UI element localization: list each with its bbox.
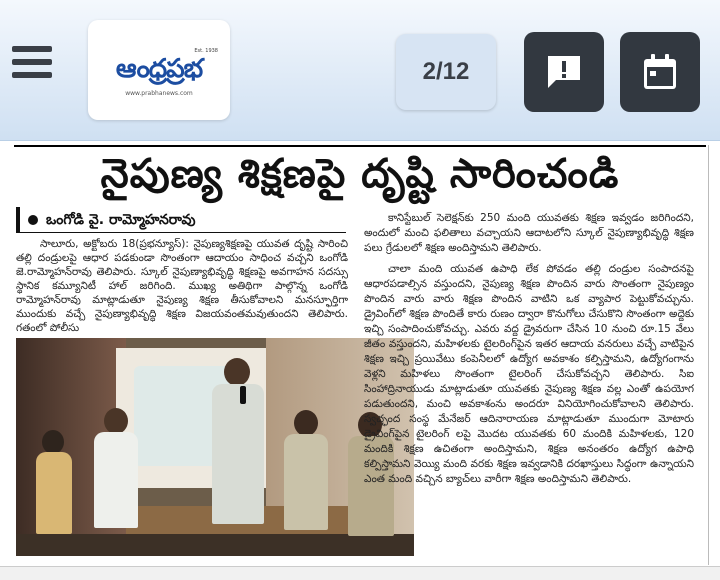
article-column-left [16,237,348,335]
newspaper-logo[interactable] [88,20,230,120]
menu-icon[interactable] [10,42,56,82]
divider [14,145,706,147]
next-article-edge [0,566,720,580]
bullet-icon [28,215,38,225]
newspaper-clipping [14,145,706,579]
calendar-icon [640,52,680,92]
app-toolbar [0,0,720,141]
logo-text: ఆంధ్రప్రభ [115,54,203,84]
article-headline: నైపుణ్య శిక్షణపై దృష్టి సారించండి [100,151,620,197]
comment-button[interactable] [524,32,604,112]
page-indicator[interactable]: 2/12 [396,34,496,110]
article-photo [16,338,414,556]
logo-tag: Est. 1938 [194,48,218,54]
article-byline [16,207,346,233]
adjacent-column-edge [708,145,720,565]
article-paragraph: చాలా మంది యువత ఉపాధి లేక పోవడం తల్లి దండ్రుల సంపాదనపై ఆధారపడాల్సిన వస్తుందని, నైపుణ్య శిక్షణ పొందిన వారు సొంతంగా నైపుణ్యం పొందిన వారు వారు శిక్షణ పొందిన వాటిని ఒక వ్యాపార పెట్టుకోవచ్చును. డ్రైవింగ్‌లో శిక్షణ పొందితే కారు రుణం ద్వారా కొనుగోలు చేసుకొని సొంతంగా అద్దెకు ఇచ్చి సంపాదించుకోవచ్చు. ఎవరు వద్ద డ్రైవరుగా చేసిన 10 నుంచి రూ.15 వేలు జీతం వస్తుందని, మహిళలకు టైలరింగ్‌పైన ఇతర ఆదాయ వనరులు వచ్చే వాటిపైన శిక్షణ ఇచ్చి ప్రయివేటు కంపెనీలలో ఉద్యోగ అవకాశం కల్పిస్తామని, ఉద్యోగంగాను వెళ్లని మహిళలు సొంతంగా టైలరింగ్ చేసుకోవచ్చని తెలిపారు. సిఐ సింహాద్రినాయుడు మాట్లాడుతూ యువతకు నైపుణ్య శిక్షణ వల్ల ఎంతో ఉపయోగ పడుతుందని, మంచి అవకాశంను అందరూ వినియోగించుకోవాలని తెలిపారు. స్వచ్ఛంద సంస్థ మేనేజర్ ఆదినారాయణ మాట్లాడుతూ ముందుగా మోటారు డ్రైవింగ్‌పైన టైలరింగ్ లపై మొదట యువతకు 60 మందికి మహిళలకు, 120 మందికి శిక్షణ ఉచితంగా అందిస్తామని, శిక్షణ అనంతరం ఉద్యోగ ఉపాధి కల్పిస్తామని వెయ్యి మంది వరకు శిక్షణ ఇవ్వడానికి దరఖాస్తులు సిద్ధంగా ఉన్నాయని ఎంత మంది వచ్చిన బ్యాచ్‌లు వారీగా శిక్షణ అందిస్తామని తెలిపారు. [364,263,694,485]
comment-icon [544,52,584,92]
byline-text: ఒంగోడి వై. రామ్మోహనరావు [46,212,196,228]
article-paragraph: కానిస్టేబుల్ సెలెక్షన్‌కు 250 మంది యువతకు శిక్షణ ఇవ్వడం జరిగిందని, అందులో మంచి ఫలితాలు వచ్చాయని ఆదాటలోని స్కూల్ నైపుణ్యాభివృద్ధి శిక్షణ పలు గ్రేడులలో శిక్షణ అందిస్తామని తెలిపారు. [364,212,694,254]
article-paragraph: సాలూరు, అక్టోబరు 18(ప్రభన్యూస్): నైపుణ్యశిక్షణపై యువత దృష్టి సారించి తల్లి దండ్రులపై ఆధార పడకుండా సొంతంగా ఆదాయం సాధించ వచ్చని ఒంగోడి జె.రామ్మోహన్‌రావు తెలిపారు. స్కూల్ నైపుణ్యాభివృద్ధి శిక్షణపై అవగాహన సదస్సు స్థానిక కమ్యూనిటీ హాల్ జరిగింది. ముఖ్య అతిథిగా పాల్గొన్న ఒంగోడి రామ్మోహన్‌రావు మాట్లాడుతూ నైపుణ్య శిక్షణ తీసుకోవాలని మనస్ఫూర్తిగా ముందుకు వచ్చే నైపుణ్యాభివృద్ధి శిక్షణ విజయవంతమవుతుందని తెలిపారు. గతంలో పోలీసు [16,238,348,334]
logo-subtitle: www.prabhanews.com [125,90,193,97]
calendar-button[interactable] [620,32,700,112]
article-column-right [364,211,694,561]
